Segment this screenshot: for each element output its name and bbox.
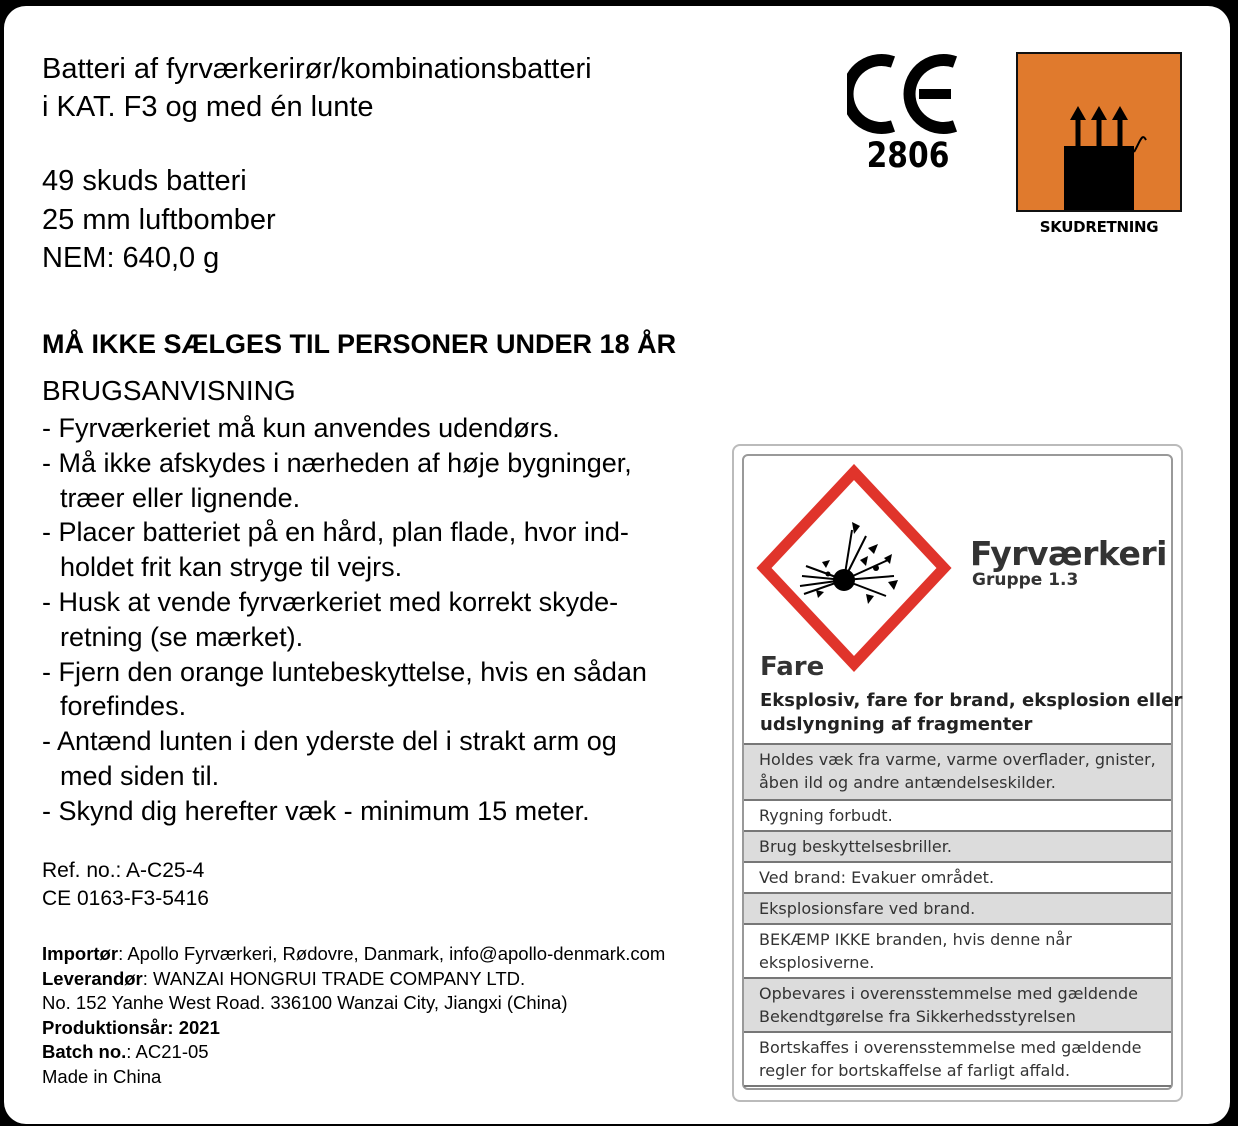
usage-instructions (42, 411, 647, 829)
ce-notified-body-number: 2806 (866, 136, 950, 176)
usage-line: - Må ikke afskydes i nærheden af høje bygninger, (42, 447, 632, 478)
ghs-title: Fyrværkeri (970, 534, 1167, 573)
precaution-row: BEKÆMP IKKE branden, hvis denne når eksplosiverne. (744, 923, 1171, 977)
ce-mark-icon (847, 50, 965, 138)
exploding-bomb-icon (756, 464, 952, 674)
firing-direction-pictogram (1016, 52, 1182, 212)
precautionary-statements (744, 743, 1171, 1087)
precaution-row: Holdes væk fra varme, varme overflader, gnister, åben ild og andre antændelseskilder. (744, 743, 1171, 799)
ref-no: Ref. no.: A-C25-4 (42, 859, 205, 882)
usage-line: - Fjern den orange luntebeskyttelse, hvis en sådan (42, 656, 647, 687)
precaution-row: Eksplosionsfare ved brand. (744, 892, 1171, 923)
precaution-row: Opbevares i overensstemmelse med gældende Bekendtgørelse fra Sikkerhedsstyrelsen (744, 977, 1171, 1031)
firing-direction-icon (1018, 54, 1180, 210)
precaution-row: Rygning forbudt. (744, 799, 1171, 830)
importer-info: Importør: Apollo Fyrværkeri, Rødovre, Danmark, info@apollo-denmark.com Leverandør: WANZAI HONGRUI TRADE COMPANY LTD. No. 152 Yanhe West Road. 336100 Wanzai City, Jiangxi (China) Produktionsår: 2021 Batch no.: AC21-05 Made in China (42, 943, 666, 1087)
reference-numbers (42, 857, 209, 913)
ce-number: CE 0163-F3-5416 (42, 887, 209, 910)
product-label (4, 6, 1230, 1124)
usage-line: retning (se mærket). (60, 621, 304, 652)
product-title: Batteri af fyrværkerirør/kombinationsbatteri i KAT. F3 og med én lunte (42, 53, 592, 123)
precaution-row: Bortskaffes i overensstemmelse med gældende regler for bortskaffelse af farligt affald. (744, 1031, 1171, 1087)
spec-shots: 49 skuds batteri (42, 165, 247, 197)
age-warning: MÅ IKKE SÆLGES TIL PERSONER UNDER 18 ÅR (42, 329, 677, 359)
usage-heading: BRUGSANVISNING (42, 375, 296, 406)
precaution-row: Brug beskyttelsesbriller. (744, 830, 1171, 861)
firing-direction-label: SKUDRETNING (1039, 218, 1159, 236)
spec-nem: NEM: 640,0 g (42, 242, 220, 274)
usage-line: - Antænd lunten i den yderste del i strakt arm og (42, 726, 617, 757)
usage-line: træer eller lignende. (60, 482, 301, 513)
hazard-statement: Eksplosiv, fare for brand, eksplosion eller udslyngning af fragmenter (760, 690, 1183, 735)
usage-line: forefindes. (60, 691, 187, 722)
usage-line: med siden til. (60, 760, 220, 791)
precaution-row: Ved brand: Evakuer området. (744, 861, 1171, 892)
spec-caliber: 25 mm luftbomber (42, 203, 276, 236)
usage-line: - Fyrværkeriet må kun anvendes udendørs. (42, 413, 560, 443)
product-specs (42, 162, 276, 278)
usage-line: - Skynd dig herefter væk - minimum 15 meter. (42, 795, 590, 826)
usage-line: - Placer batteriet på en hård, plan flade, hvor ind- (42, 517, 629, 548)
usage-line: holdet frit kan stryge til vejrs. (60, 552, 403, 583)
usage-line: - Husk at vende fyrværkeriet med korrekt skyde- (42, 586, 619, 617)
signal-word: Fare (760, 652, 825, 682)
ghs-subtitle: Gruppe 1.3 (972, 570, 1079, 590)
